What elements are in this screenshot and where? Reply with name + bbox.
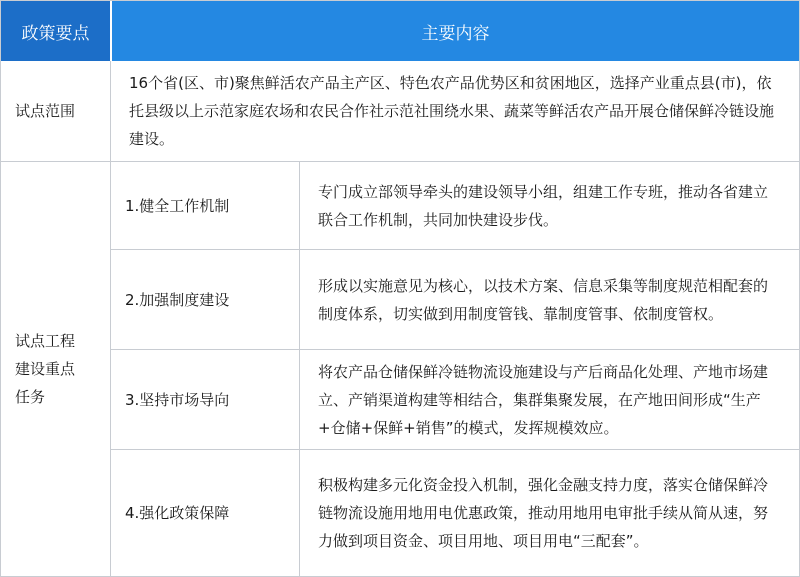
scope-label [1,61,110,161]
scope-label-text: 试点范围 [15,102,76,120]
scope-content-text: 16个省(区、市)聚焦鲜活农产品主产区、特色农产品优势区和贫困地区，选择产业重点县(市)，依托县级以上示范家庭农场和农民合作社示范社围绕水果、蔬菜等鲜活农产品开展仓储保鲜冷链设施建设。 [129,74,775,148]
task-title [111,250,299,349]
task-content-text: 积极构建多元化资金投入机制，强化金融支持力度，落实仓储保鲜冷链物流设施用地用电优惠政策，推动用地用电审批手续从简从速，努力做到项目资金、项目用地、项目用电“三配套”。 [318,476,769,550]
task-title-text: 3.坚持市场导向 [125,390,230,409]
header-policy-points: 政策要点 [1,1,110,61]
task-title [111,350,299,449]
scope-content [111,61,799,161]
task-content-text: 将农产品仓储保鲜冷链物流设施建设与产后商品化处理、产地市场建立、产销渠道构建等相结合，集群集聚发展，在产地田间形成“生产+仓储+保鲜+销售”的模式，发挥规模效应。 [318,362,769,437]
task-title-text: 4.强化政策保障 [125,504,230,522]
tasks-label [1,162,110,576]
task-content [300,450,799,576]
task-title-text: 1.健全工作机制 [125,196,230,215]
task-title [111,450,299,576]
task-content [300,250,799,349]
header-main-content: 主要内容 [112,1,799,61]
task-title [111,162,299,249]
task-content-text: 形成以实施意见为核心，以技术方案、信息采集等制度规范相配套的制度体系，切实做到用制度管钱、靠制度管事、依制度管权。 [318,276,769,323]
tasks-label-text: 试点工程建设重点任务 [15,332,76,406]
task-content [300,162,799,249]
task-content-text: 专门成立部领导牵头的建设领导小组，组建工作专班，推动各省建立联合工作机制，共同加快建设步伐。 [318,182,769,229]
task-content [300,350,799,449]
task-title-text: 2.加强制度建设 [125,290,230,309]
